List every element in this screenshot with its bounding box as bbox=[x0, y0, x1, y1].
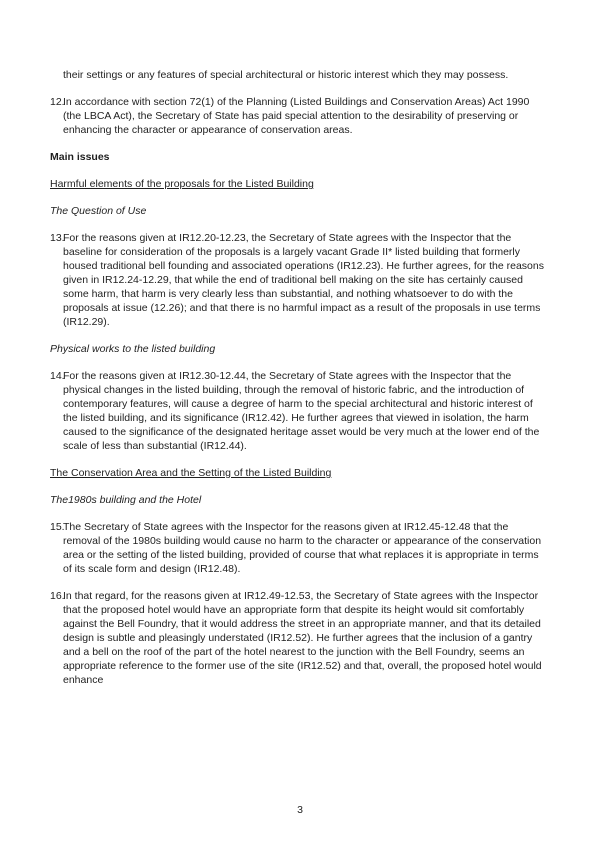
paragraph-text: In that regard, for the reasons given at IR12.49-12.53, the Secretary of State agrees with the Inspector that the proposed hotel would have an appropriate form that despite its height would sit comfortably against the Bell Foundry, that it would address the street in an appropriate manner, and that its detailed design is subtle and pleasingly understated (IR12.52). He further agrees that the inclusion of a gantry and a bell on the roof of the part of the hotel nearest to the junction with the Bell Foundry, seems an appropriate reference to the former use of the site (IR12.52) and that, overall, the proposed hotel would enhance bbox=[63, 590, 542, 686]
paragraph-number: 16. bbox=[50, 590, 65, 602]
sub-subsection-heading: The Question of Use bbox=[50, 205, 147, 217]
paragraph-number: 13. bbox=[50, 232, 65, 244]
paragraph-number: 14. bbox=[50, 370, 65, 382]
paragraph-number: 12. bbox=[50, 96, 65, 108]
paragraph-text: For the reasons given at IR12.20-12.23, the Secretary of State agrees with the Inspector that the baseline for consideration of the proposals is a largely vacant Grade II* listed building that formerly housed traditional bell founding and associated operations (IR12.23). He further agrees, for the reasons given in IR12.24-12.29, that while the end of traditional bell making on the site has certainly caused some harm, that harm is very clearly less than substantial, and nothing whatsoever to do with the proposals at issue (12.26); and that there is no harmful impact as a result of the proposals in use terms (IR12.29). bbox=[63, 232, 544, 328]
paragraph-continuation: their settings or any features of special architectural or historic interest which they may possess. bbox=[63, 69, 509, 81]
paragraph-number: 15. bbox=[50, 521, 65, 533]
document-content bbox=[50, 68, 548, 700]
numbered-paragraph bbox=[50, 589, 548, 687]
numbered-paragraph bbox=[50, 231, 548, 329]
numbered-paragraph bbox=[50, 95, 548, 137]
numbered-paragraph bbox=[50, 369, 548, 453]
paragraph-text: For the reasons given at IR12.30-12.44, the Secretary of State agrees with the Inspector that the physical changes in the listed building, through the removal of historic fabric, and the introduction of contemporary features, will cause a degree of harm to the special architectural and historic interest of the listed building, and its significance (IR12.42). He further agrees that viewed in isolation, the harm caused to the significance of the designated heritage asset would be very much at the lower end of the scale of less than substantial (IR12.44). bbox=[63, 370, 540, 452]
subsection-heading: The Conservation Area and the Setting of the Listed Building bbox=[50, 467, 332, 479]
subsection-heading: Harmful elements of the proposals for the Listed Building bbox=[50, 178, 314, 190]
section-heading: Main issues bbox=[50, 151, 110, 163]
paragraph-text: The Secretary of State agrees with the Inspector for the reasons given at IR12.45-12.48 that the removal of the 1980s building would cause no harm to the character or appearance of the conservation area or the setting of the listed building, provided of course that what replaces it is appropriate in terms of its scale form and design (IR12.48). bbox=[63, 521, 542, 575]
paragraph-text: In accordance with section 72(1) of the Planning (Listed Buildings and Conservation Areas) Act 1990 (the LBCA Act), the Secretary of State has paid special attention to the desirability of preserving or enhancing the character or appearance of conservation areas. bbox=[63, 96, 530, 136]
sub-subsection-heading: Physical works to the listed building bbox=[50, 343, 216, 355]
numbered-paragraph bbox=[50, 520, 548, 576]
page-footer bbox=[0, 803, 600, 817]
page-number: 3 bbox=[297, 804, 303, 816]
sub-subsection-heading: The1980s building and the Hotel bbox=[50, 494, 202, 506]
